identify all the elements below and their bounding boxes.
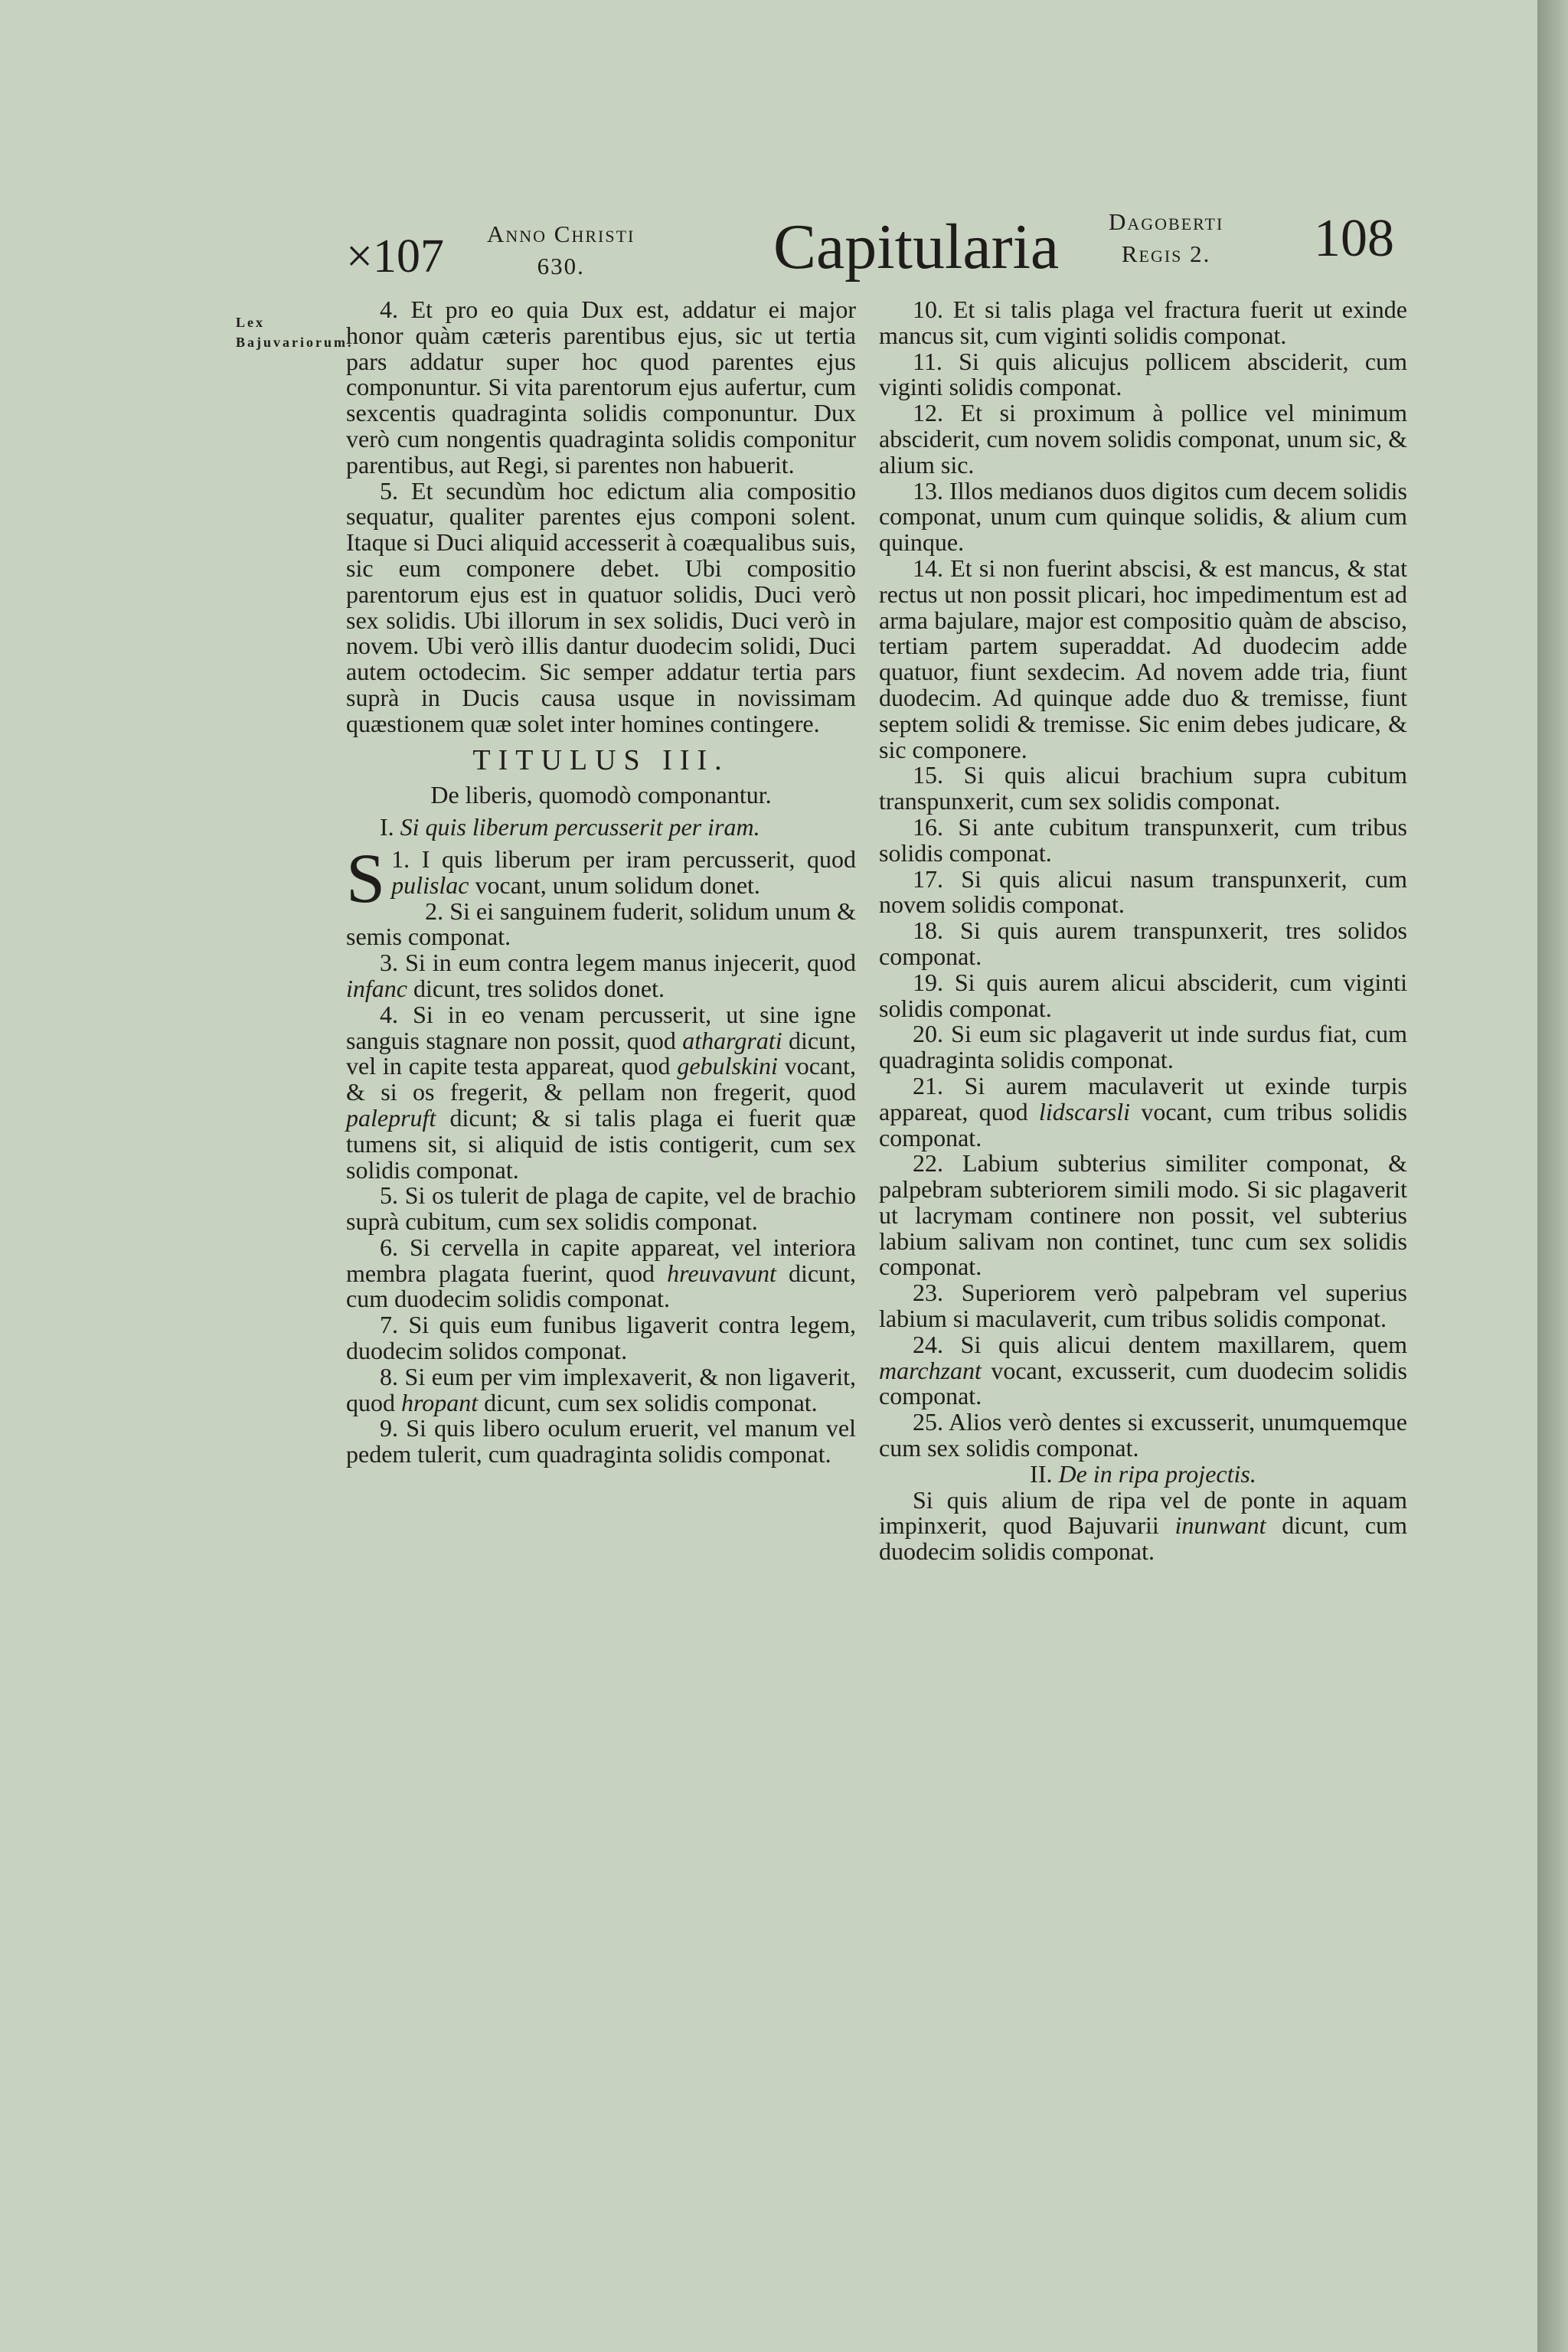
running-head-dagoberti — [1109, 208, 1223, 268]
section-2-number: II. — [1030, 1459, 1053, 1488]
item-4-d: dicunt; & si talis plaga ei fuerit quæ tumens sit, si aliquid de istis contigerit, cum sex solidis componat. — [346, 1103, 856, 1184]
right-column — [879, 297, 1407, 1565]
section-1-number: I. — [380, 813, 394, 841]
item-24 — [879, 1332, 1407, 1410]
item-17: 17. Si quis alicui nasum transpunxerit, cum novem solidis componat. — [879, 864, 1407, 919]
item-4-b: dicunt, vel in capite testa appareat, quod — [346, 1026, 857, 1080]
item-3-term: infanc — [346, 974, 407, 1002]
item-4-term-2: gebulskini — [677, 1052, 778, 1080]
item-8-term: hropant — [401, 1388, 479, 1416]
dagoberti-label: Dagoberti — [1109, 208, 1224, 235]
item-1-text-a: I quis liberum per iram percusserit, quod — [421, 844, 857, 873]
item-6 — [346, 1235, 856, 1312]
item-6-a: 6. Si cervella in capite appareat, vel interiora membra plagata fuerint, quod — [346, 1233, 856, 1287]
item-8-b: dicunt, cum sex solidis componat. — [478, 1388, 818, 1416]
item-3 — [346, 950, 856, 1002]
item-11: 11. Si quis alicujus pollicem absciderit, cum viginti solidis componat. — [879, 347, 1407, 401]
regis-label: Regis 2. — [1121, 240, 1211, 267]
item-8-a: 8. Si eum per vim implexaverit, & non ligaverit, quod — [346, 1362, 856, 1416]
section-2-title: De in ripa projectis. — [1058, 1459, 1256, 1488]
drop-cap: S — [346, 838, 386, 917]
item-6-term: hreuvavunt — [667, 1259, 776, 1287]
item-15: 15. Si quis alicui brachium supra cubitum transpunxerit, cum sex solidis componat. — [879, 761, 1407, 815]
item-ripa-term: inunwant — [1174, 1511, 1266, 1540]
item-ripa — [879, 1485, 1408, 1566]
section-1-heading — [346, 815, 856, 841]
titulus-subtitle: De liberis, quomodò componantur. — [430, 781, 772, 809]
paragraph-4: 4. Et pro eo quia Dux est, addatur ei major honor quàm cæteris parentibus ejus, sic ut tertia pars addatur super hoc quod parentes ejus componuntur. Si vita parentorum ejus aufertur, cum sexcentis quadraginta solidis componuntur. Dux verò cum nongentis quadraginta solidis componitur parentibus, aut Regi, si parentes non habuerit. — [346, 296, 856, 479]
item-18: 18. Si quis aurem transpunxerit, tres solidos componat. — [879, 916, 1407, 970]
item-7: 7. Si quis eum funibus ligaverit contra legem, duodecim solidos componat. — [346, 1311, 856, 1365]
item-24-b: vocant, excusserit, cum duodecim solidis componat. — [879, 1356, 1407, 1410]
titulus-heading: TITULUS III. — [472, 743, 730, 776]
item-1-number: 1. — [391, 844, 410, 873]
running-head-anno — [487, 220, 635, 280]
page-number-left: ×107 — [346, 230, 444, 283]
section-1-title: Si quis liberum percusserit per iram. — [400, 813, 760, 841]
page-number-right: 108 — [1314, 209, 1394, 268]
item-16: 16. Si ante cubitum transpunxerit, cum tribus solidis componat. — [879, 812, 1407, 867]
item-19: 19. Si quis aurem alicui absciderit, cum viginti solidis componat. — [879, 968, 1407, 1022]
item-3-b: dicunt, tres solidos donet. — [407, 974, 665, 1002]
item-14: 14. Et si non fuerint abscisi, & est mancus, & stat rectus ut non possit plicari, hoc impedimentum est ad arma bajulare, major est compositio quàm de absciso, tertiam partem superaddat. Ad duodecim adde quatuor, fiunt sexdecim. Ad novem adde tria, fiunt duodecim. Ad quinque adde duo & tremisse, fiunt septem solidi & tremisse. Sic enim debes judicare, & sic componere. — [879, 554, 1407, 763]
item-2: 2. Si ei sanguinem fuderit, solidum unum & semis componat. — [346, 897, 856, 951]
item-ripa-a: Si quis alium de ripa vel de ponte in aquam impinxerit, quod Bajuvarii — [879, 1485, 1407, 1540]
item-4-a: 4. Si in eo venam percusserit, ut sine igne sanguis stagnare non possit, quod — [346, 1000, 856, 1054]
item-4-term-3: palepruft — [346, 1103, 436, 1132]
paragraph-5: 5. Et secundùm hoc edictum alia compositio sequatur, qualiter parentes ejus componi solent. Itaque si Duci aliquid accesserit à coæqualibus suis, sic eum componere debet. Ubi compositio parentorum ejus est in quatuor solidis, Duci verò sex solidis. Ubi illorum in sex solidis, Duci verò in novem. Ubi verò illis dantur duodecim solidi, Duci autem octodecim. Sic semper addatur tertia pars suprà in Ducis causa usque in novissimam quæstionem quæ solet inter homines contingere. — [346, 476, 856, 737]
item-21 — [879, 1073, 1407, 1151]
item-21-term: lidscarsli — [1038, 1097, 1131, 1125]
item-10: 10. Et si talis plaga vel fractura fuerit ut exinde mancus sit, cum viginti solidis componat. — [879, 296, 1407, 349]
item-4 — [346, 1002, 856, 1184]
item-3-a: 3. Si in eum contra legem manus injecerit, quod — [380, 949, 856, 977]
margin-note: Lex Bajuvariorum. — [236, 315, 354, 350]
item-ripa-b: dicunt, cum duodecim solidis componat. — [879, 1511, 1408, 1566]
item-5: 5. Si os tulerit de plaga de capite, vel de brachio suprà cubitum, cum sex solidis componat. — [346, 1181, 856, 1236]
section-2-heading — [879, 1459, 1407, 1488]
left-column — [346, 297, 856, 1468]
item-13: 13. Illos medianos duos digitos cum decem solidis componat, unum cum quinque solidis, & alium cum quinque. — [879, 476, 1407, 557]
item-24-term: marchzant — [879, 1356, 982, 1384]
item-21-a: 21. Si aurem maculaverit ut exinde turpis appareat, quod — [879, 1071, 1407, 1125]
item-9: 9. Si quis libero oculum eruerit, vel manum vel pedem tulerit, cum quadraginta solidis componat. — [346, 1414, 856, 1468]
item-12: 12. Et si proximum à pollice vel minimum absciderit, cum novem solidis componat, unum sic, & alium sic. — [879, 399, 1407, 479]
item-21-b: vocant, cum tribus solidis componat. — [879, 1097, 1408, 1152]
item-1-text-b: vocant, unum solidum donet. — [469, 871, 760, 899]
item-24-a: 24. Si quis alicui dentem maxillarem, quem — [913, 1330, 1407, 1358]
item-1 — [346, 838, 857, 917]
item-4-term-1: athargrati — [682, 1026, 782, 1054]
item-20: 20. Si eum sic plagaverit ut inde surdus fiat, cum quadraginta solidis componat. — [879, 1020, 1407, 1074]
item-25: 25. Alios verò dentes si excusserit, unumquemque cum sex solidis componat. — [879, 1408, 1407, 1462]
item-22: 22. Labium subterius similiter componat, & palpebram subteriorem simili modo. Si sic plagaverit ut lacrymam continere non possit, vel subterius labium salivam non continet, tunc cum sex solidis componat. — [879, 1149, 1407, 1281]
item-4-c: vocant, & si os fregerit, & pellam non fregerit, quod — [346, 1052, 856, 1106]
item-1-term: pulislac — [391, 871, 469, 899]
anno-label: Anno Christi — [487, 220, 635, 247]
running-title: Capitularia — [773, 211, 1060, 283]
item-23: 23. Superiorem verò palpebram vel superius labium si maculaverit, cum tribus solidis componat. — [879, 1279, 1407, 1333]
anno-year: 630. — [537, 253, 585, 279]
item-8 — [346, 1364, 856, 1416]
page-edge — [1537, 0, 1568, 2352]
item-6-b: dicunt, cum duodecim solidis componat. — [346, 1259, 857, 1313]
